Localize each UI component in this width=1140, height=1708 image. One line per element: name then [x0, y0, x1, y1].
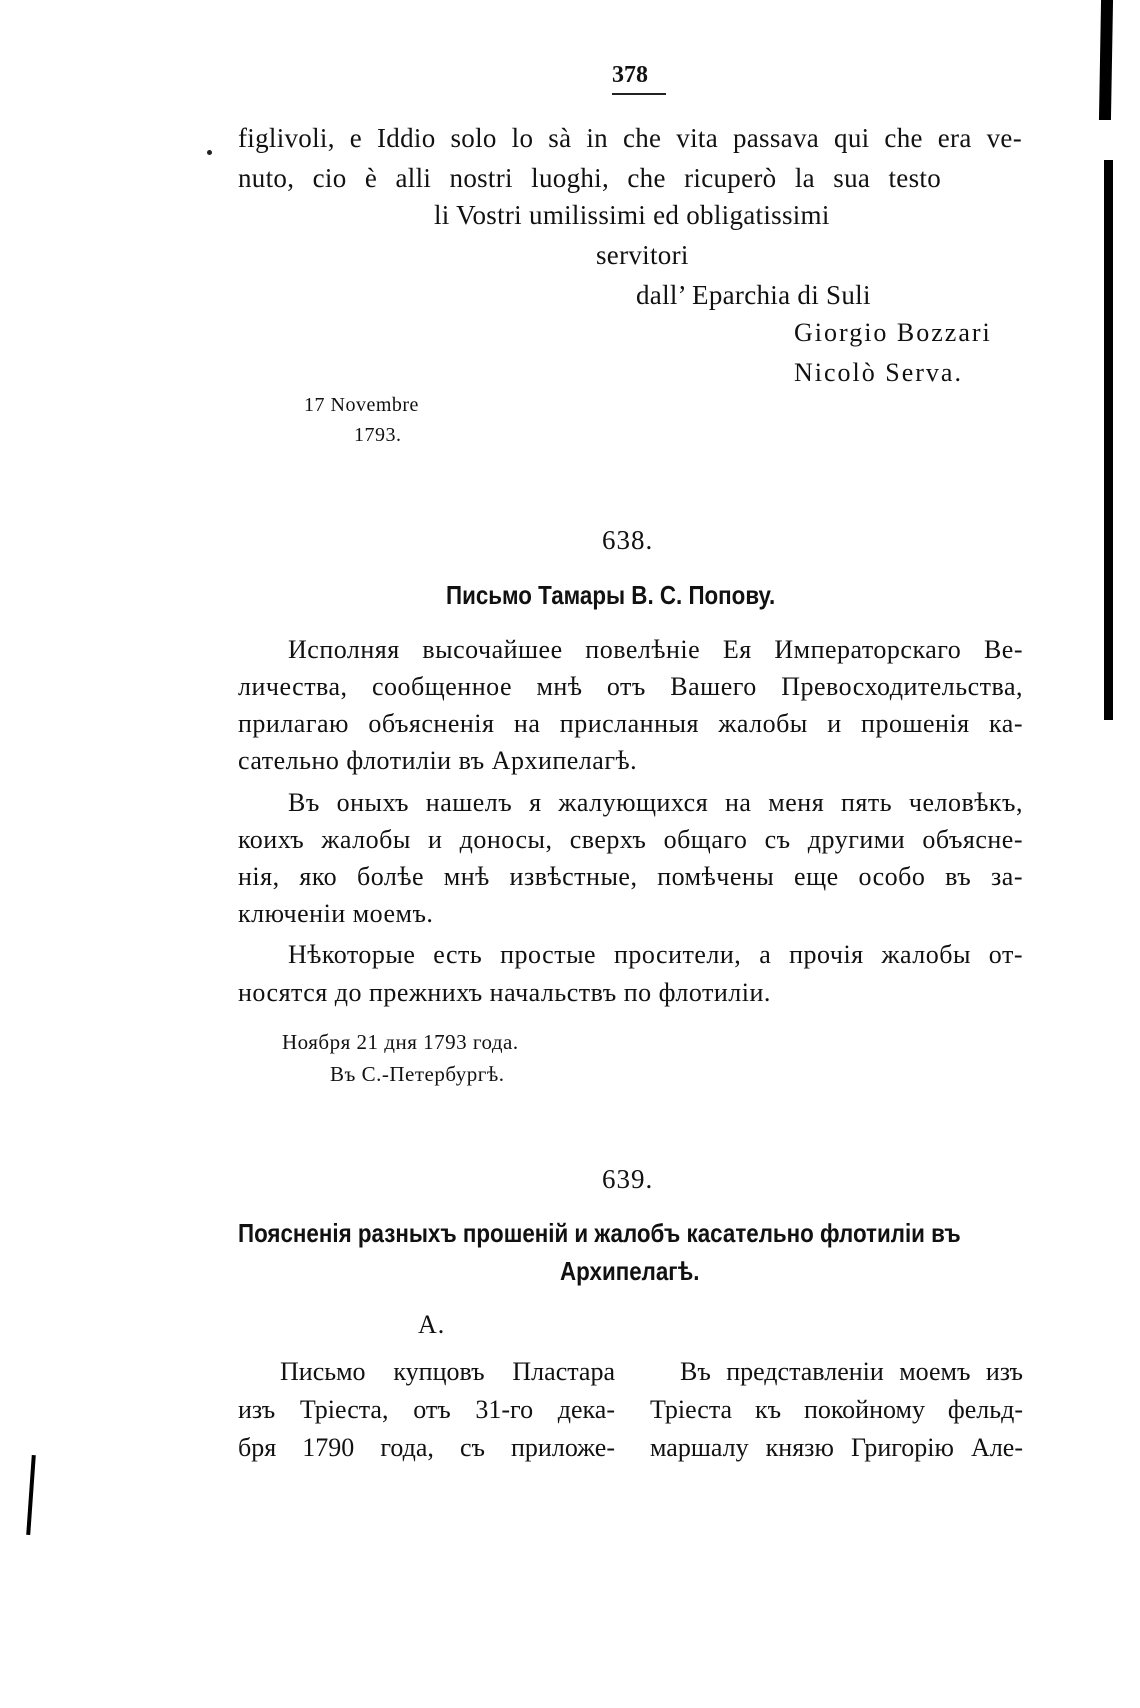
doc638-para2-line-2: коихъ жалобы и доносы, сверхъ общаго съ другими объясне-	[238, 825, 1023, 854]
page-number-underline	[612, 93, 666, 95]
scan-speck	[207, 150, 212, 155]
section-label-a: А.	[418, 1310, 446, 1339]
doc638-para1-line-4: сательно флотиліи въ Архипелагѣ.	[238, 746, 638, 775]
scan-edge-left-mark	[26, 1455, 36, 1535]
doc638-para3-line-2: носятся до прежнихъ начальствъ по флотиліи.	[238, 978, 771, 1007]
document-number-638: 638.	[602, 525, 654, 555]
signatory-2: Nicolò Serva.	[794, 358, 963, 387]
doc638-para2-line-1: Въ оныхъ нашелъ я жалующихся на меня пять человѣкъ,	[288, 788, 1023, 817]
doc638-para2-line-4: ключеніи моемъ.	[238, 899, 434, 928]
doc638-place: Въ С.-Петербургѣ.	[330, 1062, 505, 1086]
letter-place: dall’ Eparchia di Suli	[636, 280, 871, 310]
right-column-line-3: маршалу князю Григорію Але-	[650, 1433, 1023, 1462]
doc638-para3-line-1: Нѣкоторые есть простые просители, а прочія жалобы от-	[288, 940, 1023, 969]
left-column-line-1: Письмо купцовъ Пластара	[280, 1357, 615, 1386]
doc638-para2-line-3: нія, яко болѣе мнѣ извѣстные, помѣчены еще особо въ за-	[238, 862, 1023, 891]
scan-edge-right-top	[1099, 0, 1113, 120]
letter-closing-1: li Vostri umilissimi ed obligatissimi	[434, 200, 830, 230]
document-number-639: 639.	[602, 1164, 654, 1194]
right-column-line-2: Тріеста къ покойному фельд-	[650, 1395, 1023, 1424]
page-number: 378	[612, 62, 648, 88]
left-column-line-2: изъ Тріеста, отъ 31-го дека-	[238, 1395, 615, 1424]
document-title-639-line-2: Архипелагѣ.	[560, 1256, 700, 1286]
doc638-para1-line-3: прилагаю объясненія на присланныя жалобы и прошенія ка-	[238, 709, 1023, 738]
doc638-date: Ноября 21 дня 1793 года.	[282, 1030, 519, 1054]
doc638-para1-line-1: Исполняя высочайшее повелѣніе Ея Императорскаго Ве-	[288, 635, 1023, 664]
letter-closing-2: servitori	[596, 240, 689, 270]
italian-text-line-1: figlivoli, e Iddio solo lo sà in che vita passava qui che era ve-	[238, 123, 1022, 153]
signatory-1: Giorgio Bozzari	[794, 318, 992, 347]
document-title-638: Письмо Тамары В. С. Попову.	[446, 580, 776, 610]
doc638-para1-line-2: личества, сообщенное мнѣ отъ Вашего Превосходительства,	[238, 672, 1023, 701]
letter-date-line-1: 17 Novembre	[304, 394, 419, 416]
right-column-line-1: Въ представленіи моемъ изъ	[680, 1357, 1023, 1386]
italian-text-line-2: nuto, cio è alli nostri luoghi, che ricuperò la sua testo	[238, 163, 941, 193]
document-title-639-line-1: Поясненія разныхъ прошеній и жалобъ касательно флотиліи въ	[238, 1218, 961, 1248]
left-column-line-3: бря 1790 года, съ приложе-	[238, 1433, 615, 1462]
scan-edge-right-mid	[1104, 160, 1113, 720]
letter-date-line-2: 1793.	[354, 424, 402, 446]
